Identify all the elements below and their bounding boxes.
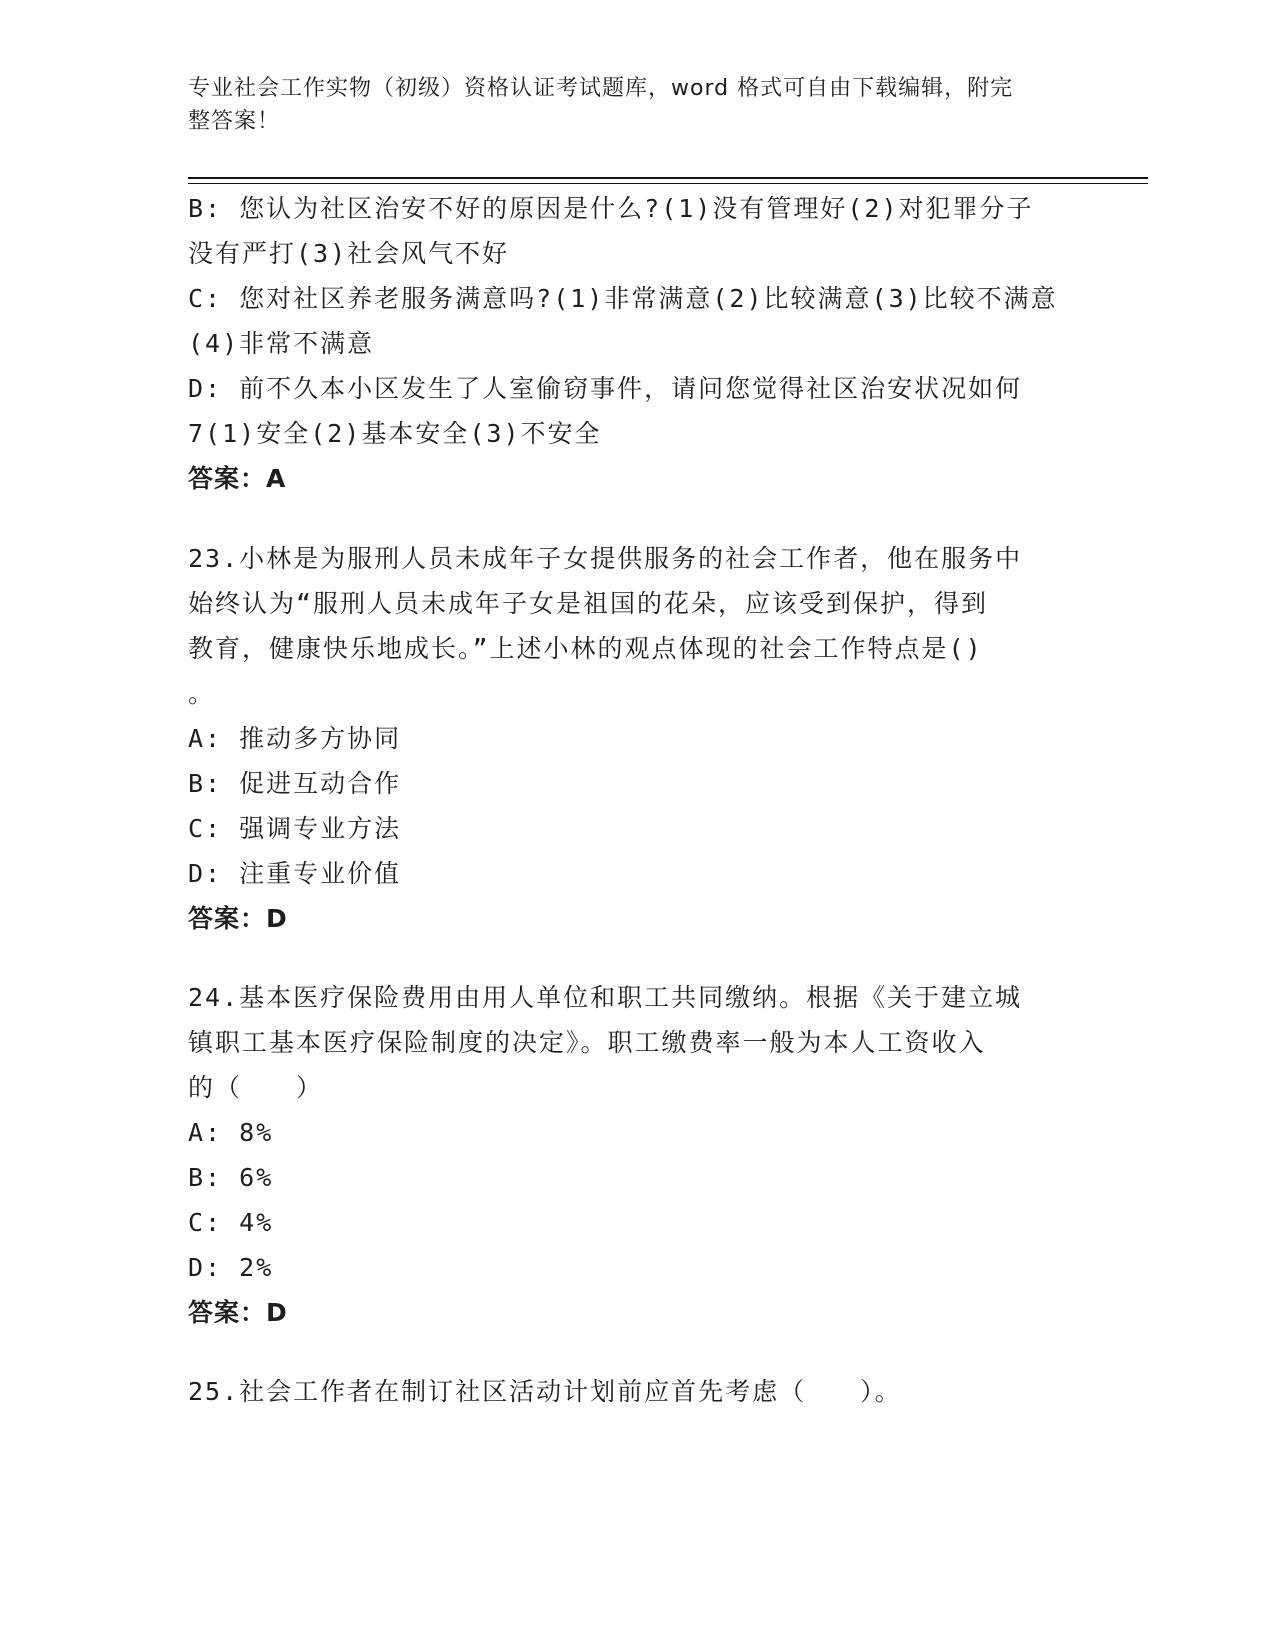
option-b-line: B: 您认为社区治安不好的原因是什么?(1)没有管理好(2)对犯罪分子 <box>188 194 1034 223</box>
question-stem-line: 。 <box>188 679 216 708</box>
option-c: C: 强调专业方法 <box>188 814 402 843</box>
option-b: B: 6% <box>188 1163 274 1192</box>
header-rule <box>188 183 1148 184</box>
option-d-line: 7(1)安全(2)基本安全(3)不安全 <box>188 419 602 448</box>
question-stem-line: 教育，健康快乐地成长。”上述小林的观点体现的社会工作特点是() <box>188 634 983 663</box>
question-stem-line: 始终认为“服刑人员未成年子女是祖国的花朵，应该受到保护，得到 <box>188 589 989 618</box>
document-header <box>188 72 1088 138</box>
option-b: B: 促进互动合作 <box>188 769 402 798</box>
question-24 <box>188 975 1088 1335</box>
option-a: A: 推动多方协同 <box>188 724 402 753</box>
header-rule <box>188 177 1148 179</box>
option-c-line: C: 您对社区养老服务满意吗?(1)非常满意(2)比较满意(3)比较不满意 <box>188 284 1058 313</box>
question-stem-line: 24.基本医疗保险费用由用人单位和职工共同缴纳。根据《关于建立城 <box>188 983 1023 1012</box>
option-d-line: D: 前不久本小区发生了人室偷窃事件，请问您觉得社区治安状况如何 <box>188 374 1023 403</box>
option-d: D: 注重专业价值 <box>188 859 402 888</box>
answer: 答案：A <box>188 464 287 493</box>
option-b-line: 没有严打(3)社会风气不好 <box>188 239 510 268</box>
question-stem-line: 的（ ） <box>188 1073 324 1102</box>
question-22 <box>188 186 1088 501</box>
option-d: D: 2% <box>188 1253 274 1282</box>
option-c-line: (4)非常不满意 <box>188 329 375 358</box>
option-a: A: 8% <box>188 1118 274 1147</box>
header-line: 专业社会工作实物（初级）资格认证考试题库，word 格式可自由下载编辑，附完 <box>188 76 1014 101</box>
header-line: 整答案！ <box>188 109 281 134</box>
question-23 <box>188 536 1088 941</box>
question-25 <box>188 1369 1088 1414</box>
option-c: C: 4% <box>188 1208 274 1237</box>
answer: 答案：D <box>188 904 288 933</box>
question-stem-line: 镇职工基本医疗保险制度的决定》。职工缴费率一般为本人工资收入 <box>188 1028 986 1057</box>
question-stem-line: 23.小林是为服刑人员未成年子女提供服务的社会工作者，他在服务中 <box>188 544 1023 573</box>
question-stem-line: 25.社会工作者在制订社区活动计划前应首先考虑（ ）。 <box>188 1377 902 1406</box>
answer: 答案：D <box>188 1298 288 1327</box>
